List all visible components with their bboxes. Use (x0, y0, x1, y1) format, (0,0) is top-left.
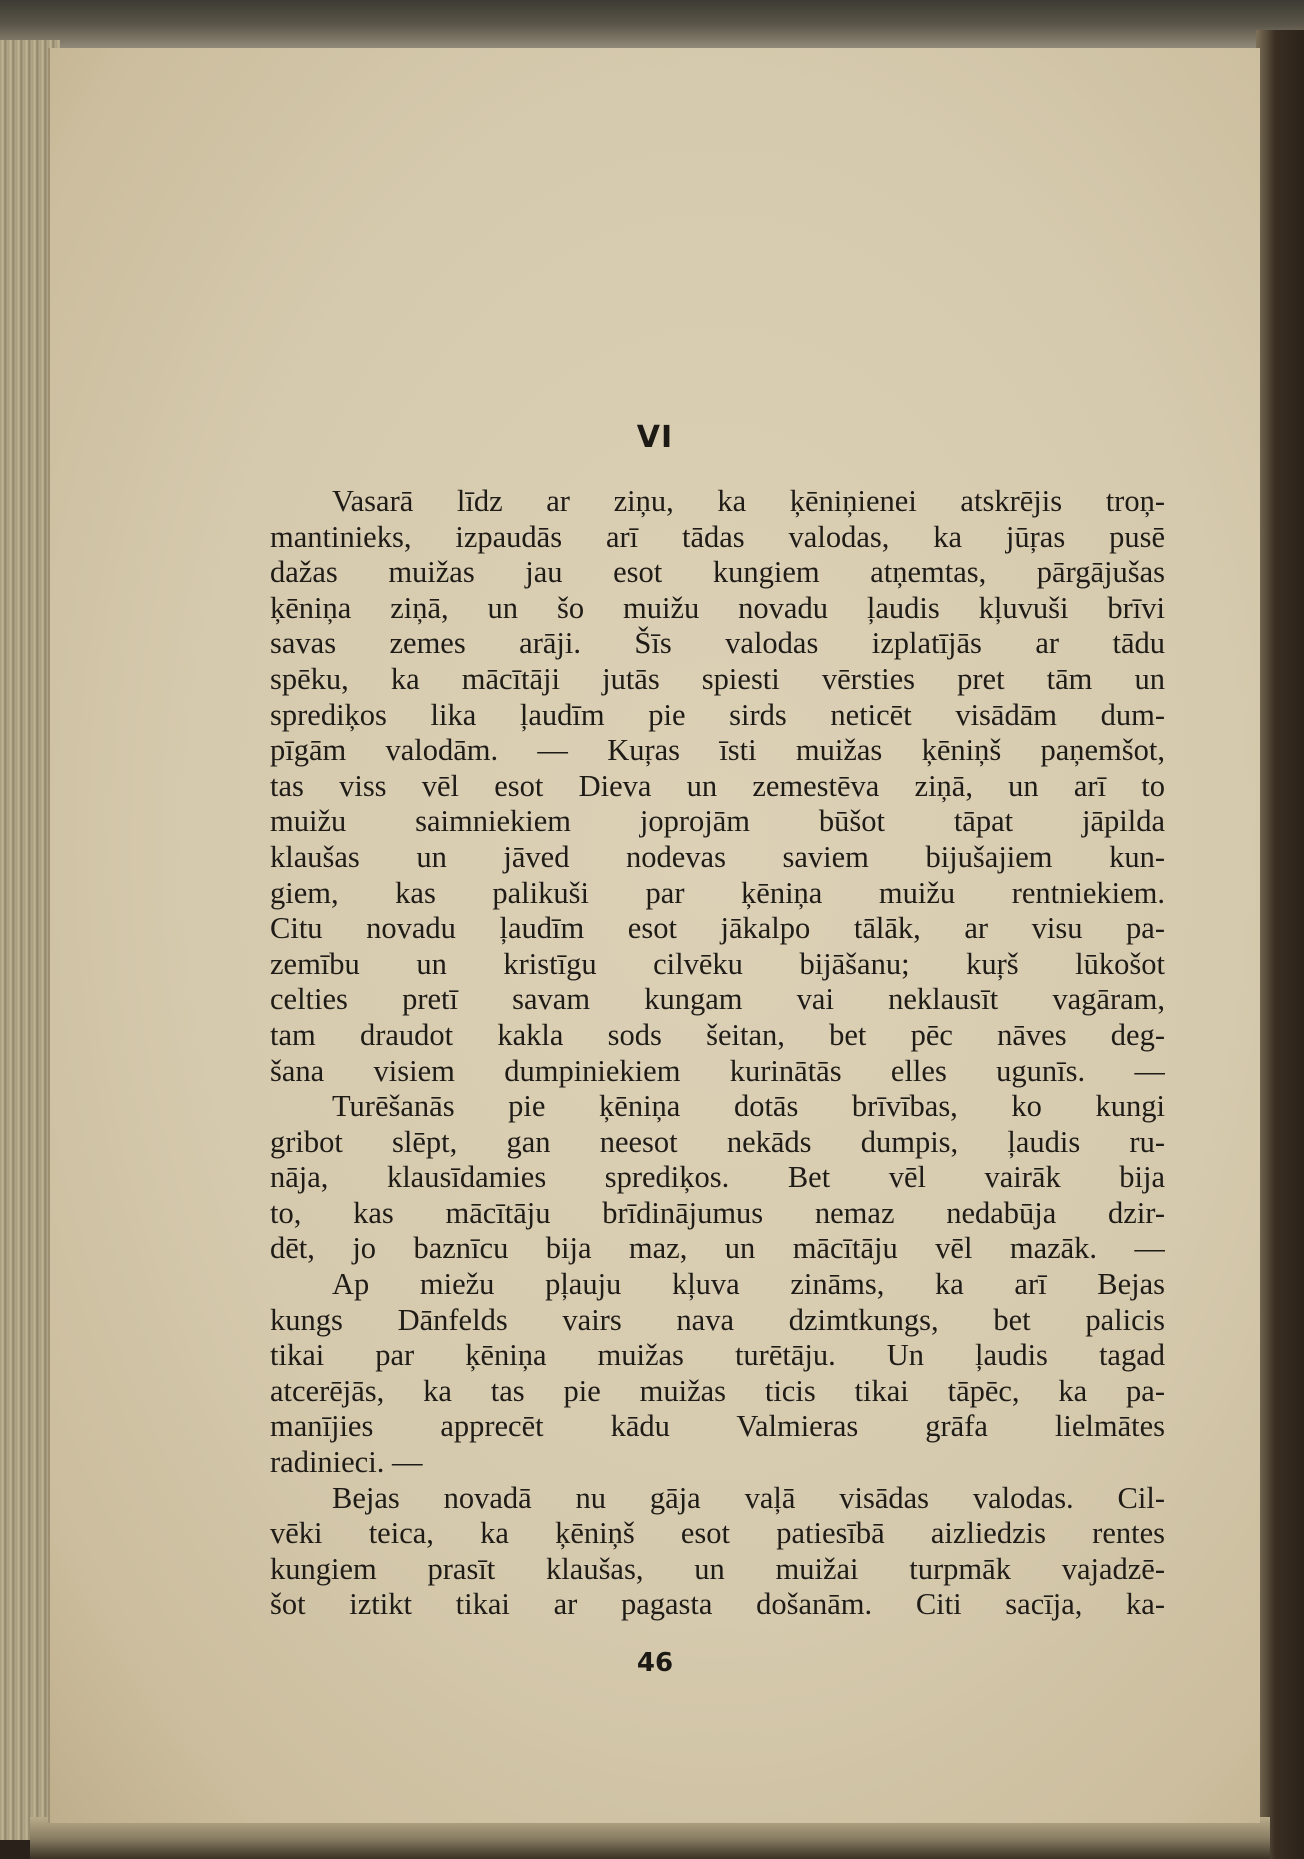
text-line: dēt, jo baznīcu bija maz, un mācītāju vēl mazāk. — (270, 1231, 1165, 1266)
text-line: zemību un kristīgu cilvēku bijāšanu; kuŗš lūkošot (270, 946, 1165, 981)
book-page (48, 48, 1260, 1823)
text-line: tikai par ķēniņa muižas turētāju. Un ļaudis tagad (270, 1338, 1165, 1373)
text-line: šana visiem dumpiniekiem kurinātās elles ugunīs. — (270, 1053, 1165, 1088)
chapter-heading: VI (636, 420, 674, 455)
text-line: savas zemes arāji. Šīs valodas izplatījās ar tādu (270, 626, 1165, 661)
text-line: giem, kas palikuši par ķēniņa muižu rentniekiem. (270, 875, 1165, 910)
text-line: manījies apprecēt kādu Valmieras grāfa lielmātes (270, 1409, 1165, 1444)
body-text (270, 484, 1165, 1623)
text-line: mantinieks, izpaudās arī tādas valodas, ka jūŗas pusē (270, 519, 1165, 554)
page-edges-bottom (30, 1817, 1270, 1859)
text-line: ķēniņa ziņā, un šo muižu novadu ļaudis kļuvuši brīvi (270, 590, 1165, 625)
text-line: vēki teica, ka ķēniņš esot patiesībā aizliedzis rentes (270, 1516, 1165, 1551)
text-line: Vasarā līdz ar ziņu, ka ķēniņienei atskrējis troņ- (332, 484, 1165, 518)
text-line: sprediķos lika ļaudīm pie sirds neticēt visādām dum- (270, 697, 1165, 732)
text-line: Ap miežu pļauju kļuva zināms, ka arī Bejas (332, 1267, 1165, 1302)
text-line: kungs Dānfelds vairs nava dzimtkungs, bet palicis (270, 1302, 1165, 1337)
text-line: pīgām valodām. — Kuŗas īsti muižas ķēniņš paņemšot, (270, 733, 1165, 768)
text-line: muižu saimniekiem joprojām būšot tāpat jāpilda (270, 804, 1165, 839)
text-line: šot iztikt tikai ar pagasta došanām. Citi sacīja, ka- (270, 1587, 1165, 1622)
text-line: celties pretī savam kungam vai neklausīt vagāram, (270, 982, 1165, 1017)
text-line: dažas muižas jau esot kungiem atņemtas, pārgājušas (270, 555, 1165, 590)
text-line: tas viss vēl esot Dieva un zemestēva ziņā, un arī to (270, 768, 1165, 803)
text-line: tam draudot kakla sods šeitan, bet pēc nāves deg- (270, 1017, 1165, 1052)
text-line: Turēšanās pie ķēniņa dotās brīvības, ko kungi (332, 1089, 1165, 1124)
page-edge-right (1256, 30, 1304, 1859)
page-number: 46 (636, 1648, 674, 1678)
text-line: to, kas mācītāju brīdinājumus nemaz nedabūja dzir- (270, 1195, 1165, 1230)
text-line: Bejas novadā nu gāja vaļā visādas valodas. Cil- (332, 1480, 1165, 1515)
text-line: atcerējās, ka tas pie muižas ticis tikai tāpēc, ka pa- (270, 1373, 1165, 1408)
text-line: gribot slēpt, gan neesot nekāds dumpis, ļaudis ru- (270, 1124, 1165, 1159)
text-line: nāja, klausīdamies sprediķos. Bet vēl vairāk bija (270, 1160, 1165, 1195)
text-line: spēku, ka mācītāji jutās spiesti vērsties pret tām un (270, 661, 1165, 696)
text-line: radinieci. — (270, 1445, 423, 1480)
text-line: kungiem prasīt klaušas, un muižai turpmāk vajadzē- (270, 1551, 1165, 1586)
text-line: klaušas un jāved nodevas saviem bijušajiem kun- (270, 839, 1165, 874)
text-line: Citu novadu ļaudīm esot jākalpo tālāk, ar visu pa- (270, 911, 1165, 946)
